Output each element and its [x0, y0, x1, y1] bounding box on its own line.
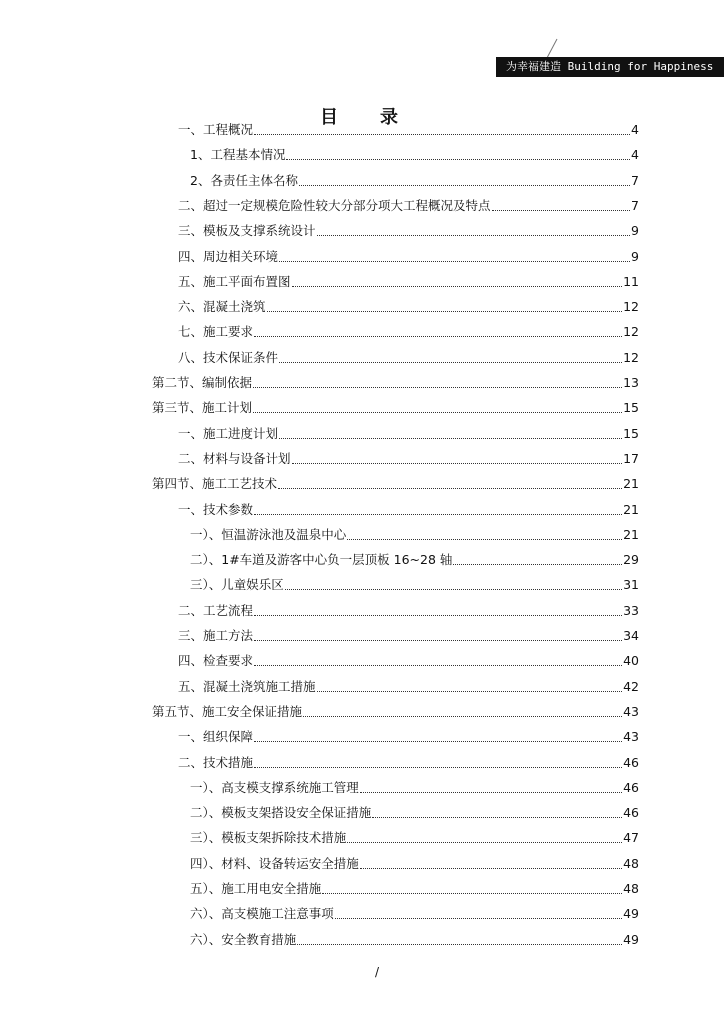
toc-entry[interactable] [152, 374, 639, 392]
toc-entry[interactable] [190, 526, 639, 544]
toc-entry-label: 第四节、施工工艺技术 [152, 476, 278, 491]
toc-entry-label: 七、施工要求 [178, 324, 254, 339]
toc-entry-page: 34 [623, 628, 639, 643]
toc-dot-leader [299, 172, 630, 186]
toc-entry-label: 三、施工方法 [178, 628, 254, 643]
toc-entry[interactable] [178, 678, 639, 696]
toc-entry-label: 一、工程概况 [178, 122, 254, 137]
toc-entry[interactable] [190, 880, 639, 898]
toc-entry-label: 一）、恒温游泳池及温泉中心 [190, 527, 347, 542]
toc-entry[interactable] [178, 602, 639, 620]
toc-entry[interactable] [190, 804, 639, 822]
toc-entry-label: 六）、安全教育措施 [190, 932, 297, 947]
toc-entry[interactable] [190, 146, 639, 164]
toc-dot-leader [317, 678, 623, 692]
toc-entry-page: 12 [623, 350, 639, 365]
toc-dot-leader [335, 905, 622, 919]
toc-dot-leader [254, 501, 622, 515]
toc-entry-label: 第五节、施工安全保证措施 [152, 704, 303, 719]
toc-entry-label: 三）、儿童娱乐区 [190, 577, 284, 592]
toc-dot-leader [292, 273, 623, 287]
toc-entry-page: 21 [623, 502, 639, 517]
toc-entry[interactable] [190, 551, 639, 569]
toc-entry-label: 二、工艺流程 [178, 603, 254, 618]
toc-dot-leader [254, 121, 630, 135]
toc-entry[interactable] [178, 248, 639, 266]
toc-dot-leader [253, 374, 622, 388]
toc-dot-leader [267, 298, 623, 312]
toc-dot-leader [279, 349, 622, 363]
toc-dot-leader [286, 146, 630, 160]
toc-entry-label: 五）、施工用电安全措施 [190, 881, 322, 896]
toc-entry[interactable] [190, 779, 639, 797]
toc-dot-leader [254, 652, 622, 666]
toc-entry[interactable] [178, 425, 639, 443]
toc-dot-leader [253, 399, 622, 413]
toc-entry-page: 11 [623, 274, 639, 289]
toc-dot-leader [372, 804, 622, 818]
toc-dot-leader [492, 197, 631, 211]
toc-entry-label: 一）、高支模支撑系统施工管理 [190, 780, 359, 795]
toc-entry[interactable] [178, 222, 639, 240]
toc-entry[interactable] [178, 197, 639, 215]
header-slogan: 为幸福建造 Building for Happiness [506, 60, 714, 73]
toc-entry-label: 八、技术保证条件 [178, 350, 279, 365]
toc-entry-page: 42 [623, 679, 639, 694]
toc-entry-page: 43 [623, 729, 639, 744]
toc-entry-label: 1、工程基本情况 [190, 147, 286, 162]
toc-entry-page: 48 [623, 881, 639, 896]
toc-entry-page: 46 [623, 780, 639, 795]
toc-entry[interactable] [178, 298, 639, 316]
toc-entry-label: 2、各责任主体名称 [190, 173, 298, 188]
toc-entry[interactable] [178, 273, 639, 291]
toc-entry-page: 31 [623, 577, 639, 592]
toc-dot-leader [279, 248, 630, 262]
toc-dot-leader [360, 779, 622, 793]
toc-entry-page: 17 [623, 451, 639, 466]
toc-entry-label: 五、施工平面布置图 [178, 274, 291, 289]
toc-entry[interactable] [178, 652, 639, 670]
toc-dot-leader [297, 931, 622, 945]
toc-title: 目录 [320, 107, 440, 128]
toc-dot-leader [254, 602, 622, 616]
toc-entry-page: 12 [623, 324, 639, 339]
toc-entry-page: 7 [631, 198, 639, 213]
toc-entry[interactable] [190, 172, 639, 190]
toc-dot-leader [453, 551, 622, 565]
toc-entry[interactable] [190, 855, 639, 873]
toc-entry[interactable] [178, 349, 639, 367]
toc-entry-label: 二、技术措施 [178, 755, 254, 770]
toc-entry[interactable] [178, 323, 639, 341]
toc-entry-label: 六）、高支模施工注意事项 [190, 906, 334, 921]
toc-dot-leader [317, 222, 631, 236]
toc-dot-leader [254, 754, 622, 768]
toc-entry-label: 三、模板及支撑系统设计 [178, 223, 316, 238]
toc-entry-page: 46 [623, 805, 639, 820]
toc-entry-label: 一、施工进度计划 [178, 426, 279, 441]
toc-dot-leader [285, 576, 622, 590]
toc-entry[interactable] [152, 399, 639, 417]
toc-entry-page: 9 [631, 223, 639, 238]
toc-entry-label: 第三节、施工计划 [152, 400, 253, 415]
toc-entry-label: 五、混凝土浇筑施工措施 [178, 679, 316, 694]
toc-dot-leader [347, 526, 622, 540]
toc-entry-page: 7 [631, 173, 639, 188]
toc-entry-page: 21 [623, 527, 639, 542]
toc-entry-page: 12 [623, 299, 639, 314]
toc-entry[interactable] [178, 728, 639, 746]
toc-entry[interactable] [152, 703, 639, 721]
footer-page-marker: / [375, 965, 380, 979]
toc-entry-label: 三）、模板支架拆除技术措施 [190, 830, 347, 845]
toc-entry-page: 4 [631, 147, 639, 162]
toc-entry-page: 29 [623, 552, 639, 567]
toc-entry[interactable] [190, 829, 639, 847]
toc-entry-label: 二、材料与设备计划 [178, 451, 291, 466]
toc-entry-page: 49 [623, 906, 639, 921]
toc-dot-leader [292, 450, 623, 464]
toc-entry[interactable] [178, 121, 639, 139]
toc-entry[interactable] [178, 627, 639, 645]
toc-entry-page: 15 [623, 400, 639, 415]
header-slogan-band [496, 57, 724, 77]
toc-entry-page: 47 [623, 830, 639, 845]
toc-entry-page: 43 [623, 704, 639, 719]
toc-dot-leader [347, 829, 622, 843]
toc-entry-page: 21 [623, 476, 639, 491]
toc-entry-page: 9 [631, 249, 639, 264]
toc-entry-page: 49 [623, 932, 639, 947]
toc-entry[interactable] [178, 501, 639, 519]
toc-entry-label: 二）、1#车道及游客中心负一层顶板 16~28 轴 [190, 552, 453, 567]
toc-entry-page: 48 [623, 856, 639, 871]
toc-entry[interactable] [178, 754, 639, 772]
toc-entry-page: 15 [623, 426, 639, 441]
toc-dot-leader [322, 880, 622, 894]
toc-dot-leader [279, 425, 622, 439]
toc-entry-label: 四、检查要求 [178, 653, 254, 668]
toc-entry[interactable] [152, 475, 639, 493]
toc-entry-label: 一、技术参数 [178, 502, 254, 517]
toc-dot-leader [254, 323, 622, 337]
toc-entry[interactable] [190, 931, 639, 949]
toc-entry-page: 33 [623, 603, 639, 618]
toc-dot-leader [254, 728, 622, 742]
toc-dot-leader [278, 475, 622, 489]
toc-entry[interactable] [190, 576, 639, 594]
toc-entry-page: 40 [623, 653, 639, 668]
toc-entry-page: 13 [623, 375, 639, 390]
toc-entry-page: 4 [631, 122, 639, 137]
toc-dot-leader [360, 855, 622, 869]
toc-entry-label: 二）、模板支架搭设安全保证措施 [190, 805, 372, 820]
toc-entry-label: 四、周边相关环境 [178, 249, 279, 264]
toc-entry[interactable] [190, 905, 639, 923]
toc-entry-label: 第二节、编制依据 [152, 375, 253, 390]
toc-entry-page: 46 [623, 755, 639, 770]
toc-entry-label: 四）、材料、设备转运安全措施 [190, 856, 359, 871]
toc-entry[interactable] [178, 450, 639, 468]
toc-entry-label: 一、组织保障 [178, 729, 254, 744]
toc-dot-leader [254, 627, 622, 641]
toc-dot-leader [303, 703, 622, 717]
toc-entry-label: 二、超过一定规模危险性较大分部分项大工程概况及特点 [178, 198, 491, 213]
toc-entry-label: 六、混凝土浇筑 [178, 299, 266, 314]
